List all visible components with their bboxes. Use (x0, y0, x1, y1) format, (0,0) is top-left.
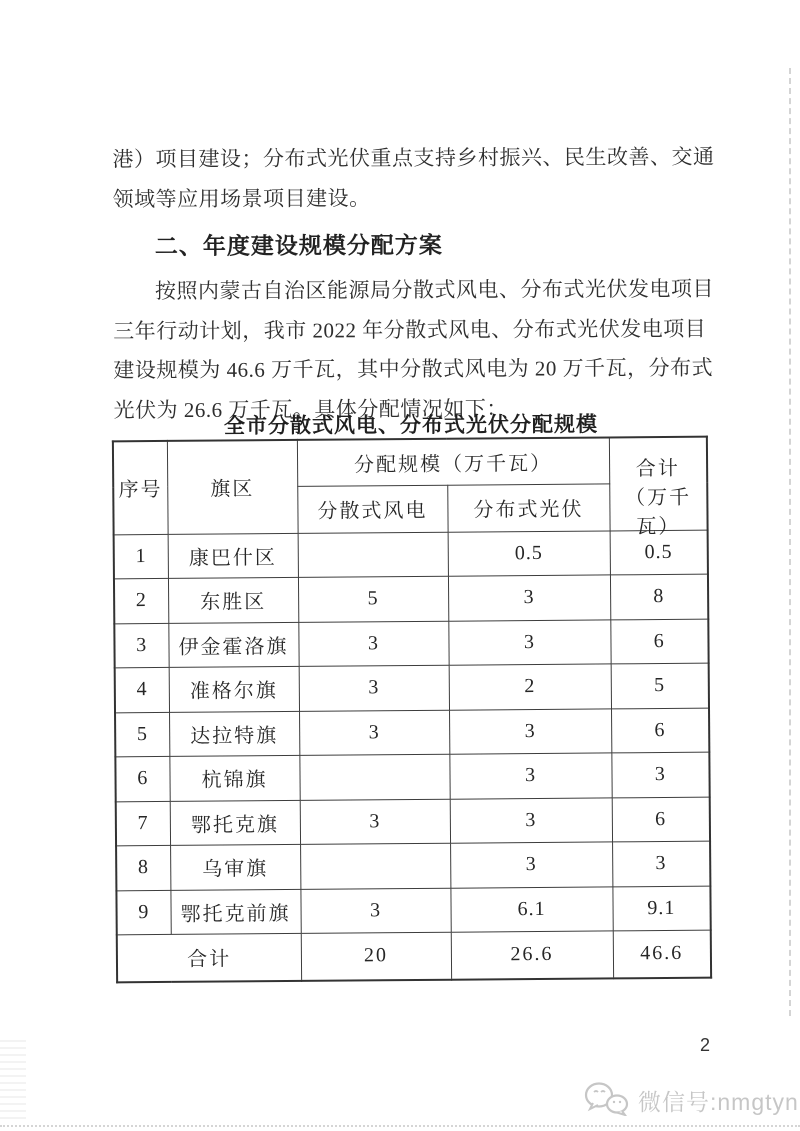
table-row (115, 663, 709, 712)
col-header-wind: 分散式风电 (297, 485, 447, 533)
cell-solar: 2 (449, 664, 611, 710)
col-header-scale-group: 分配规模（万千瓦） (297, 437, 609, 485)
watermark-text: 微信号:nmgtyn (638, 1089, 799, 1115)
cell-district: 准格尔旗 (169, 666, 299, 712)
col-header-index: 序号 (113, 441, 168, 534)
cell-district: 鄂托克前旗 (170, 889, 300, 935)
col-header-district: 旗区 (167, 440, 298, 534)
body-paragraph-1 (112, 137, 714, 220)
footer-grand-total: 46.6 (613, 930, 711, 978)
cell-wind (299, 754, 449, 800)
paragraph-line: 三年行动计划，我市 2022 年分散式风电、分布式光伏发电项目 (113, 316, 707, 343)
cell-total: 6 (610, 619, 708, 664)
col-header-total-line2: （万千瓦） (625, 486, 692, 538)
paragraph-line: 港）项目建设；分布式光伏重点支持乡村振兴、民生改善、交通 (112, 144, 715, 172)
table-row (116, 797, 710, 846)
cell-total: 0.5 (610, 530, 708, 575)
paragraph-line: 光伏为 26.6 万千瓦。具体分配情况如下： (113, 396, 508, 422)
section-heading: 二、年度建设规模分配方案 (154, 231, 443, 260)
cell-wind: 3 (300, 888, 450, 934)
col-header-total-line1: 合计 (635, 457, 680, 480)
cell-district: 乌审旗 (170, 844, 300, 890)
footer-label: 合计 (117, 933, 301, 981)
cell-wind: 3 (299, 710, 449, 756)
table-row (114, 574, 708, 623)
cell-district: 康巴什区 (168, 533, 298, 579)
table-row (115, 752, 709, 801)
cell-no: 8 (116, 845, 170, 890)
table-row (116, 841, 710, 890)
cell-no: 3 (114, 623, 168, 668)
cell-solar: 3 (448, 619, 610, 665)
body-paragraph-2 (113, 270, 716, 431)
cell-district: 鄂托克旗 (170, 800, 300, 846)
cell-total: 3 (612, 841, 710, 886)
page-number: 2 (700, 1035, 711, 1055)
paragraph-line: 领域等应用场景项目建设。 (112, 186, 371, 212)
cell-no: 2 (114, 578, 168, 623)
cell-wind: 3 (298, 621, 448, 667)
table-header-row-1 (113, 437, 707, 488)
table-title: 全市分散式风电、分布式光伏分配规模 (223, 413, 599, 438)
scan-artifact-left (0, 1040, 26, 1120)
wechat-watermark (584, 1080, 799, 1121)
col-header-total (609, 437, 708, 538)
table-row (116, 886, 710, 935)
cell-no: 5 (115, 712, 169, 757)
cell-district: 东胜区 (168, 577, 298, 623)
cell-solar: 3 (449, 708, 611, 754)
table-row (114, 619, 708, 668)
cell-solar: 3 (450, 842, 612, 888)
cell-wind: 3 (299, 665, 449, 711)
document-body (112, 137, 715, 431)
cell-no: 1 (114, 534, 168, 579)
table-footer-row (117, 930, 711, 982)
cell-total: 9.1 (612, 886, 710, 931)
scan-artifact-bottom (0, 1125, 800, 1127)
wechat-icon (584, 1080, 630, 1121)
col-header-solar: 分布式光伏 (447, 483, 609, 531)
table-row (115, 708, 709, 757)
scan-artifact-right (789, 68, 791, 1016)
cell-total: 6 (611, 708, 709, 753)
cell-no: 7 (116, 801, 170, 846)
cell-solar: 0.5 (448, 530, 610, 576)
cell-no: 9 (116, 890, 170, 935)
cell-total: 6 (612, 797, 710, 842)
cell-wind: 3 (300, 799, 450, 845)
cell-total: 8 (610, 574, 708, 619)
cell-total: 5 (611, 663, 709, 708)
cell-wind: 5 (298, 576, 448, 622)
cell-solar: 3 (448, 575, 610, 621)
cell-wind (300, 843, 450, 889)
paragraph-line: 按照内蒙古自治区能源局分散式风电、分布式光伏发电项目 (154, 276, 715, 304)
cell-district: 达拉特旗 (169, 711, 299, 757)
footer-wind-total: 20 (301, 932, 451, 980)
paragraph-line: 建设规模为 46.6 万千瓦，其中分散式风电为 20 万千瓦，分布式 (113, 355, 714, 383)
cell-total: 3 (611, 752, 709, 797)
cell-wind (298, 532, 448, 578)
footer-solar-total: 26.6 (451, 931, 613, 979)
cell-no: 6 (115, 756, 169, 801)
cell-solar: 6.1 (450, 886, 612, 932)
cell-district: 伊金霍洛旗 (168, 622, 298, 668)
allocation-table-wrapper (112, 436, 712, 983)
cell-solar: 3 (449, 753, 611, 799)
allocation-table (112, 436, 712, 983)
cell-district: 杭锦旗 (169, 755, 299, 801)
cell-no: 4 (115, 667, 169, 712)
cell-solar: 3 (450, 797, 612, 843)
